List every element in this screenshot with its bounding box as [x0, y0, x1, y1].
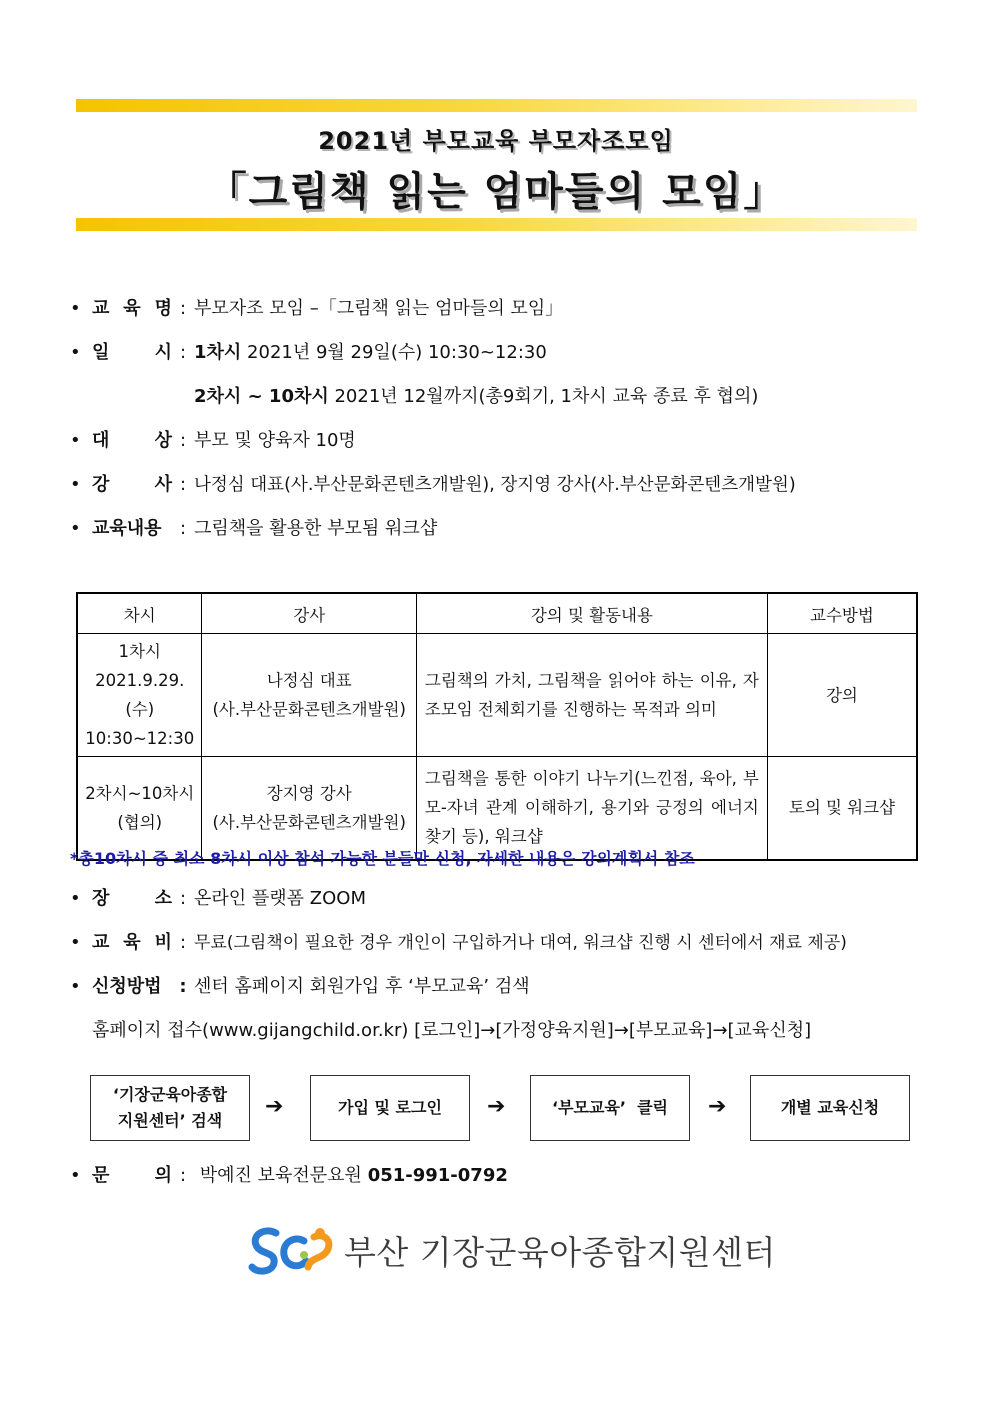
info-value: 부모자조 모임 –「그림책 읽는 엄마들의 모임」: [194, 298, 564, 319]
info-label: 교 육 비: [92, 932, 172, 953]
table-header-cell: 차시: [77, 593, 202, 634]
lecturer-cell: 나정심 대표 (사.부산문화콘텐츠개발원): [202, 634, 416, 757]
flow-step-search: ‘기장군육아종합 지원센터’ 검색: [90, 1075, 250, 1141]
schedule-table: [76, 592, 918, 861]
info-lecturer-row: • 강 사 : 나정심 대표(사.부산문화콘텐츠개발원), 장지영 강사(사.부산문화콘텐츠개발원): [70, 474, 796, 495]
bullet: •: [70, 298, 81, 319]
arrow-icon: ➔: [265, 1094, 284, 1119]
info-value: 나정심 대표(사.부산문화콘텐츠개발원), 장지영 강사(사.부산문화콘텐츠개발원): [194, 475, 796, 495]
flow-step-login: 가입 및 로그인: [310, 1075, 470, 1141]
info-label: 문 의: [92, 1165, 172, 1186]
info-label: 일 시: [92, 342, 172, 363]
bullet: •: [70, 518, 81, 539]
table-header-cell: 교수방법: [767, 593, 917, 634]
table-row: [77, 634, 917, 757]
session2-label: 2차시 ~ 10차시: [194, 386, 329, 407]
contact-phone: 051-991-0792: [367, 1165, 508, 1186]
info-value: 부모 및 양육자 10명: [194, 430, 356, 451]
info-date-row: • 일 시 : 1차시 2021년 9월 29일(수) 10:30~12:30: [70, 342, 547, 363]
info-contact-row: • 문 의 : 박예진 보육전문요원 051-991-0792: [70, 1165, 508, 1186]
info-value: 온라인 플랫폼 ZOOM: [194, 888, 366, 909]
method-cell: 강의: [767, 634, 917, 757]
bullet: •: [70, 1165, 81, 1186]
content-cell: 그림책을 통한 이야기 나누기(느낀점, 육아, 부모-자녀 관계 이해하기, 용기와 긍정의 에너지 찾기 등), 워크샵: [416, 757, 767, 860]
attendance-note: *총10차시 중 최소 8차시 이상 참석 가능한 분들만 신청, 자세한 내용은 강의계획서 참조: [70, 849, 695, 868]
page-subtitle: 2021년 부모교육 부모자조모임: [318, 127, 674, 155]
info-label: 장 소: [92, 888, 172, 909]
session2-text: 2021년 12월까지(총9회기, 1차시 교육 종료 후 협의): [334, 386, 759, 407]
info-apply-row: • 신청방법 : 센터 홈페이지 회원가입 후 ‘부모교육’ 검색: [70, 976, 530, 997]
bullet: •: [70, 474, 81, 495]
table-header-cell: 강사: [202, 593, 416, 634]
info-target-row: • 대 상 : 부모 및 양육자 10명: [70, 430, 356, 451]
contact-name: 박예진 보육전문요원: [199, 1165, 362, 1186]
table-header-row: [77, 593, 917, 634]
arrow-icon: ➔: [708, 1094, 727, 1119]
center-logo: [248, 1222, 776, 1278]
info-date-row-2: [194, 385, 758, 409]
bullet: •: [70, 430, 81, 451]
session1-text: 2021년 9월 29일(수) 10:30~12:30: [247, 342, 547, 363]
info-value: 센터 홈페이지 회원가입 후 ‘부모교육’ 검색: [194, 976, 530, 997]
arrow-icon: ➔: [487, 1094, 506, 1119]
header-bottom-bar: [76, 218, 917, 231]
info-label: 대 상: [92, 430, 172, 451]
bullet: •: [70, 342, 81, 363]
bullet: •: [70, 888, 81, 909]
info-label: 교육내용: [92, 518, 162, 539]
info-fee-row: • 교 육 비 : 무료(그림책이 필요한 경우 개인이 구입하거나 대여, 워크샵 진행 시 센터에서 재료 제공): [70, 932, 847, 953]
info-label: 교 육 명: [92, 298, 172, 319]
session-cell: 1차시 2021.9.29.(수) 10:30~12:30: [77, 634, 202, 757]
info-label: 신청방법: [92, 976, 162, 997]
info-content-row: • 교육내용 : 그림책을 활용한 부모됨 워크샵: [70, 518, 438, 539]
info-label: 강 사: [92, 474, 172, 495]
table-row: [77, 757, 917, 860]
header-top-bar: [76, 99, 917, 112]
flow-step-click: ‘부모교육’ 클릭: [530, 1075, 690, 1141]
bullet: •: [70, 932, 81, 953]
method-cell: 토의 및 워크샵: [767, 757, 917, 860]
center-logo-icon: [248, 1223, 334, 1277]
bullet: •: [70, 976, 81, 997]
flow-step-apply: 개별 교육신청: [750, 1075, 910, 1141]
center-logo-text: 부산 기장군육아종합지원센터: [344, 1232, 776, 1272]
info-value: 무료(그림책이 필요한 경우 개인이 구입하거나 대여, 워크샵 진행 시 센터에서 재료 제공): [194, 933, 847, 953]
table-header-cell: 강의 및 활동내용: [416, 593, 767, 634]
session1-label: 1차시: [194, 342, 242, 363]
page-title: 「그림책 읽는 엄마들의 모임」: [206, 169, 786, 215]
session-cell: 2차시~10차시 (협의): [77, 757, 202, 860]
content-cell: 그림책의 가치, 그림책을 읽어야 하는 이유, 자조모임 전체회기를 진행하는 목적과 의미: [416, 634, 767, 757]
info-name-row: • 교 육 명 : 부모자조 모임 –「그림책 읽는 엄마들의 모임」: [70, 298, 564, 319]
lecturer-cell: 장지영 강사 (사.부산문화콘텐츠개발원): [202, 757, 416, 860]
info-place-row: • 장 소 : 온라인 플랫폼 ZOOM: [70, 888, 366, 909]
apply-detail: 홈페이지 접수(www.gijangchild.or.kr) [로그인]→[가정양육지원]→[부모교육]→[교육신청]: [92, 1020, 812, 1041]
info-value: 그림책을 활용한 부모됨 워크샵: [194, 518, 438, 539]
